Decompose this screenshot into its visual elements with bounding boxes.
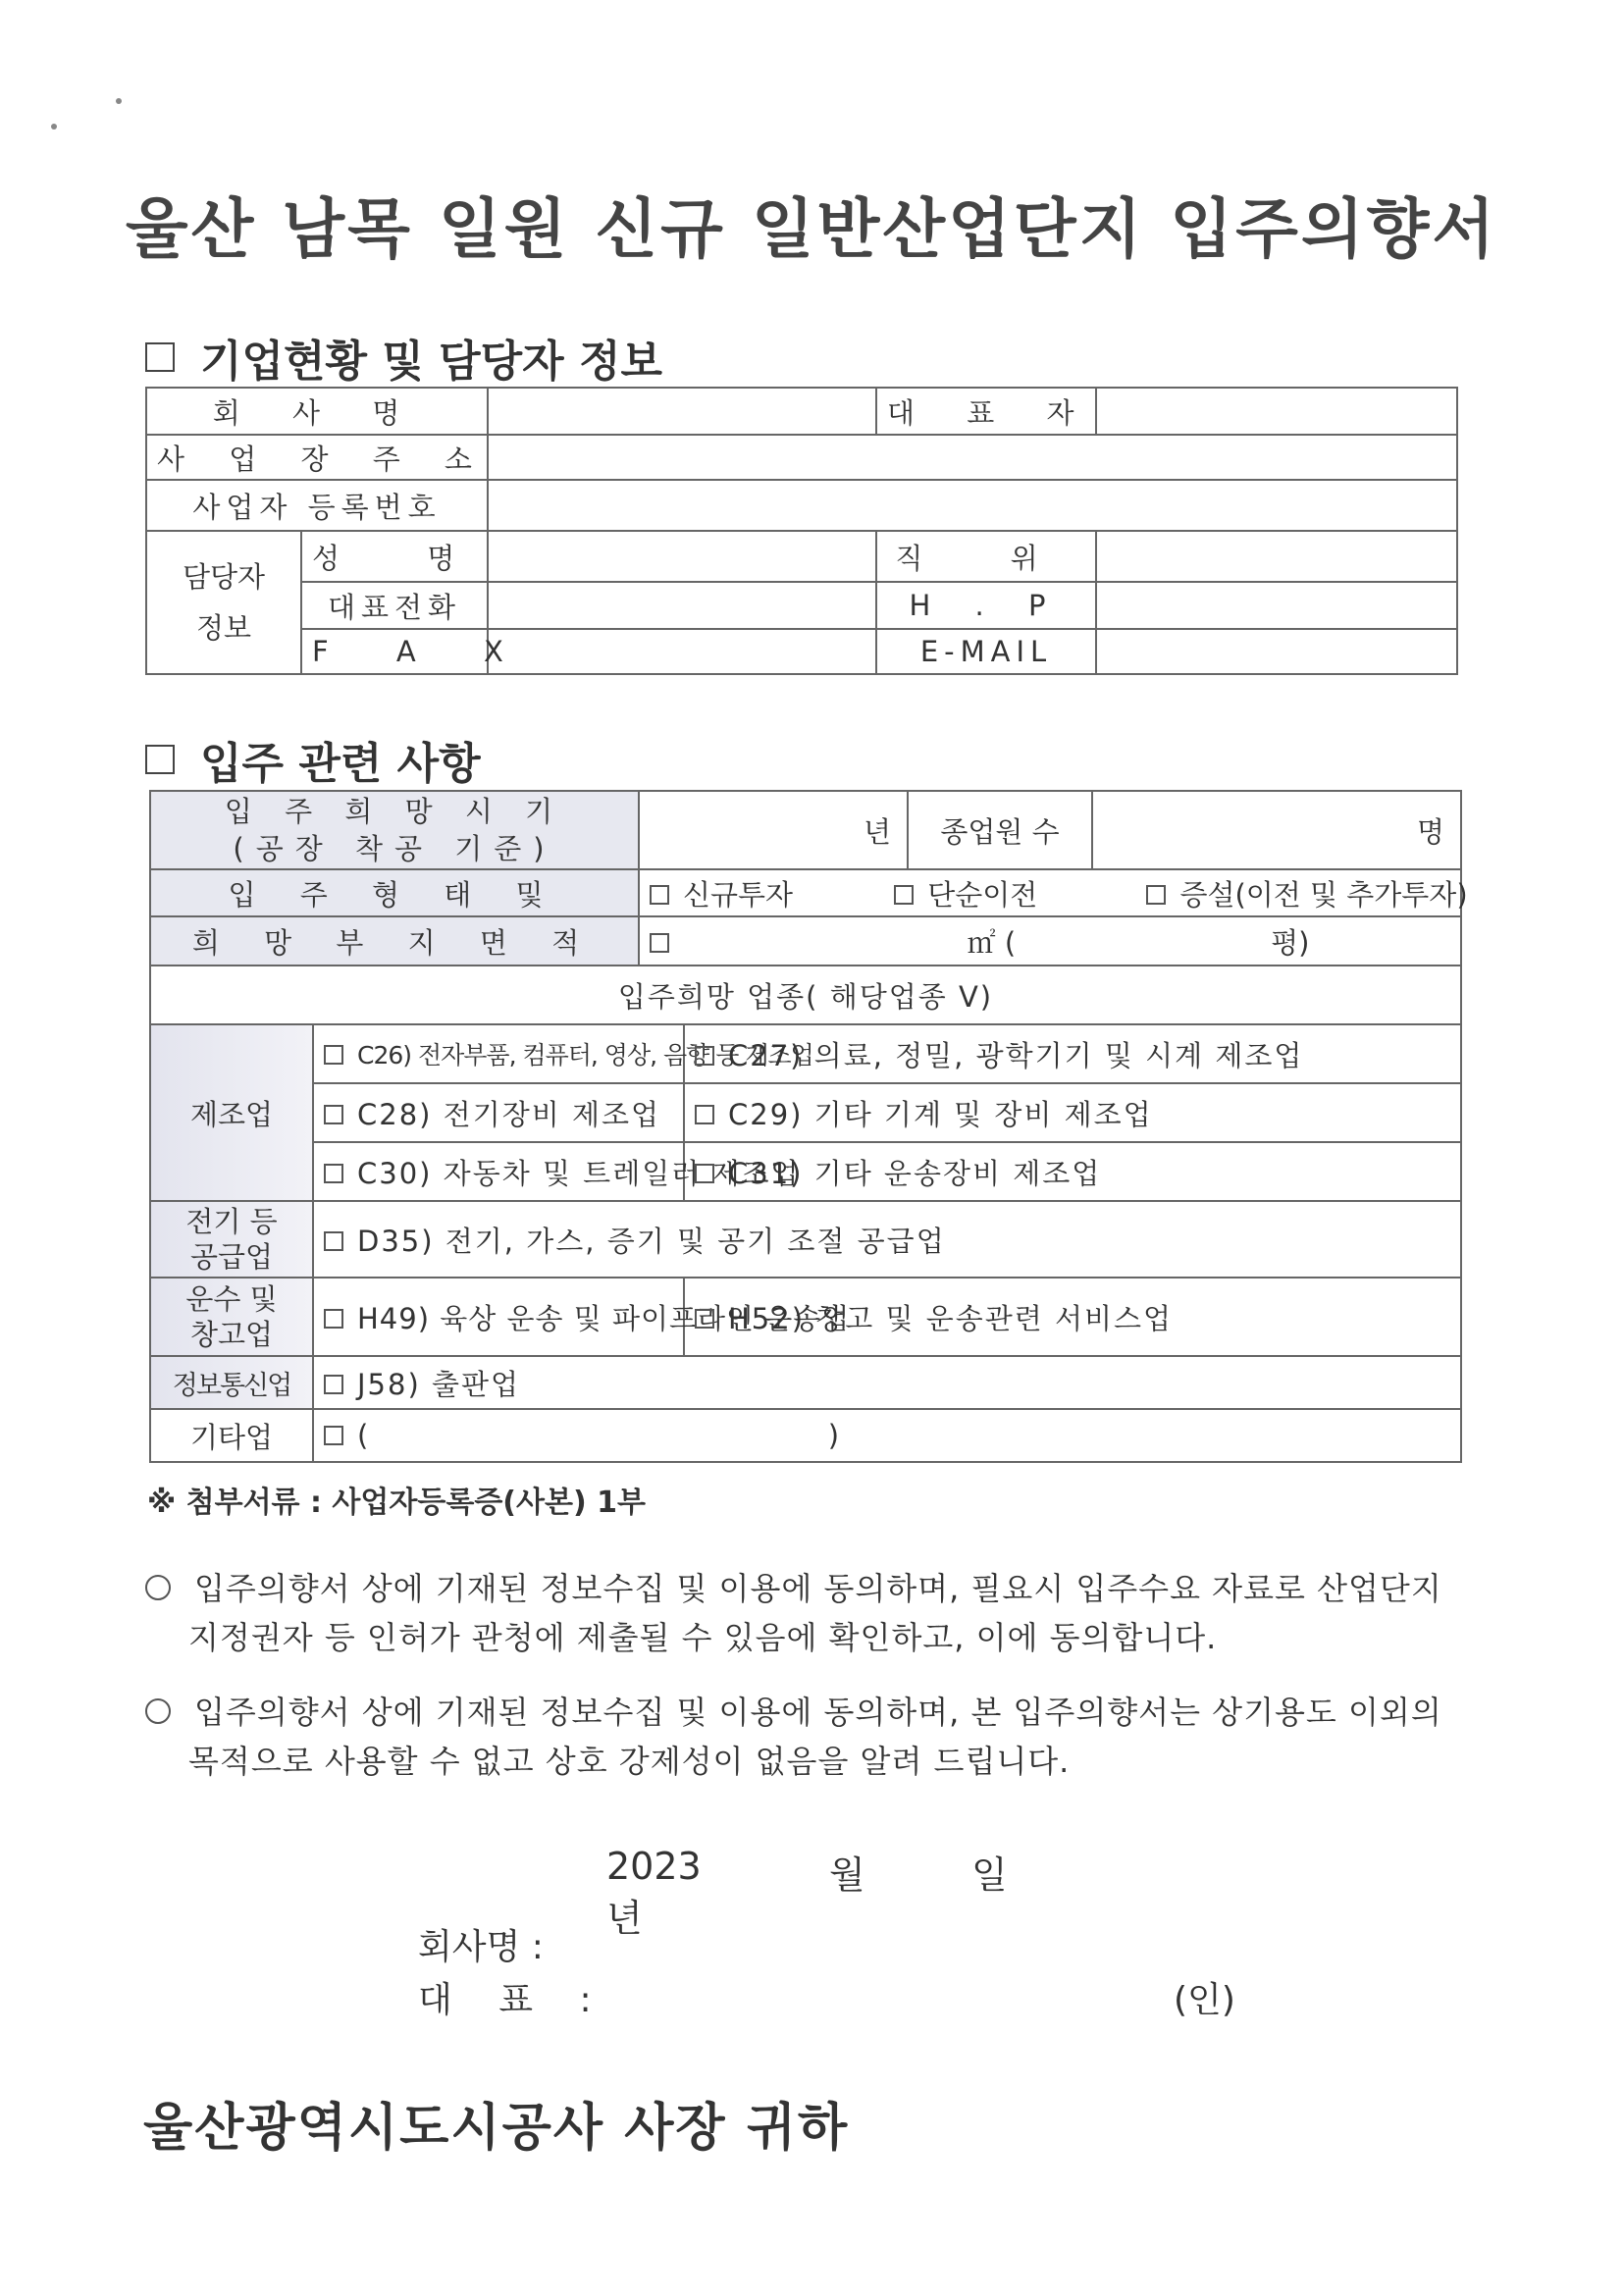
field-hp[interactable]: [1096, 582, 1457, 629]
move-in-table: [149, 790, 1468, 1463]
consent-2-line-1: [145, 1688, 1480, 1737]
scan-speck: [51, 124, 57, 130]
label-electric: 전기 등 공급업: [150, 1201, 313, 1278]
other-close: ): [827, 1419, 840, 1452]
industry-h49[interactable]: [313, 1278, 851, 1356]
date-month: 월: [829, 1853, 865, 1897]
field-position[interactable]: [1096, 531, 1457, 582]
field-move-in-year[interactable]: [639, 791, 908, 869]
document-title: 울산 남목 일원 신규 일반산업단지 입주의향서: [125, 191, 1498, 267]
checkbox-icon: [324, 1426, 343, 1445]
checkbox-icon: [695, 1164, 714, 1183]
consent-text: 입주의향서 상에 기재된 정보수집 및 이용에 동의하며, 필요시 입주수요 자료로 산업단지: [194, 1570, 1442, 1607]
label-biz-reg-no: 사업자 등록번호: [146, 480, 488, 531]
label-contact-name: 성 명: [301, 531, 488, 582]
consent-2: [145, 1688, 1480, 1786]
label-representative: 대 표 자: [876, 388, 1096, 435]
option-label: 증설(이전 및 추가투자): [1179, 877, 1468, 912]
section-heading-move-in: [145, 728, 481, 791]
industry-h52[interactable]: [684, 1278, 1461, 1356]
date-year: 2023년: [606, 1845, 702, 1940]
industry-label: C31) 기타 운송장비 제조업: [728, 1156, 1102, 1190]
label-transport: 운수 및 창고업: [150, 1278, 313, 1356]
industry-j58[interactable]: [313, 1356, 1461, 1409]
consent-1-line-1: [145, 1564, 1480, 1613]
option-label: 신규투자: [683, 877, 794, 912]
closing-addressee: 울산광역시도시공사 사장 귀하: [143, 2099, 850, 2158]
field-move-in-type: [639, 869, 1468, 916]
checkbox-icon: [695, 1309, 714, 1329]
checkbox-icon: [145, 342, 175, 372]
industry-c29[interactable]: [684, 1083, 1461, 1142]
industry-c26[interactable]: [313, 1024, 813, 1083]
industry-label: H49) 육상 운송 및 파이프라인 운송업: [357, 1301, 851, 1335]
circle-icon[interactable]: [145, 1575, 171, 1600]
checkbox-icon: [324, 1045, 343, 1065]
checkbox-icon: [324, 1309, 343, 1329]
industry-label: C27) 의료, 정밀, 광학기기 및 시계 제조업: [728, 1038, 1304, 1072]
area-m2-unit: ㎡ (: [967, 925, 1017, 960]
industry-d35[interactable]: [313, 1201, 1461, 1278]
checkbox-icon: [324, 1375, 343, 1394]
industry-other[interactable]: [313, 1409, 1461, 1462]
industry-label: C28) 전기장비 제조업: [357, 1097, 660, 1131]
seal-mark: (인): [1174, 1980, 1235, 2020]
company-info-table: [145, 387, 1458, 675]
section-heading-text: 입주 관련 사항: [200, 739, 481, 789]
label-employees: 종업원 수: [908, 791, 1092, 869]
industry-label: C26) 전자부품, 컴퓨터, 영상, 음향 등 제조업: [357, 1041, 813, 1070]
field-phone[interactable]: [488, 582, 876, 629]
label-position: 직 위: [876, 531, 1096, 582]
checkbox-icon: [324, 1231, 343, 1251]
option-expansion[interactable]: [1146, 878, 1467, 912]
field-address[interactable]: [488, 435, 1457, 480]
industry-label: D35) 전기, 가스, 증기 및 공기 조절 공급업: [357, 1224, 946, 1258]
field-employees[interactable]: [1092, 791, 1461, 869]
checkbox-icon: [695, 1046, 714, 1066]
label-phone: 대표전화: [301, 582, 488, 629]
field-representative[interactable]: [1096, 388, 1457, 435]
section-heading-company: [145, 326, 662, 389]
industry-header: 입주희망 업종( 해당업종 V): [150, 965, 1461, 1024]
checkbox-icon: [324, 1164, 343, 1183]
checkbox-icon: [650, 933, 669, 953]
industry-c30[interactable]: [313, 1142, 801, 1201]
person-unit: 명: [1416, 814, 1444, 849]
checkbox-icon: [1146, 885, 1166, 905]
area-pyeong-unit: 평): [1271, 925, 1310, 960]
label-address: 사 업 장 주 소: [146, 435, 488, 480]
field-area[interactable]: [639, 916, 1461, 965]
label-email: E-MAIL: [876, 629, 1096, 674]
field-fax[interactable]: [488, 629, 876, 674]
industry-c27[interactable]: [684, 1024, 1461, 1083]
option-relocation[interactable]: [894, 873, 1137, 913]
checkbox-icon: [894, 885, 914, 905]
other-open: (: [357, 1419, 369, 1452]
industry-c28[interactable]: [313, 1083, 684, 1142]
field-contact-name[interactable]: [488, 531, 876, 582]
sign-representative: 대 표 :: [418, 1980, 609, 2020]
label-fax: F A X: [301, 629, 488, 674]
field-email[interactable]: [1096, 629, 1457, 674]
section-heading-text: 기업현황 및 담당자 정보: [200, 337, 662, 387]
consent-2-line-2: 목적으로 사용할 수 없고 상호 강제성이 없음을 알려 드립니다.: [188, 1743, 1071, 1780]
label-info: 정보통신업: [150, 1356, 313, 1409]
label-hp: H . P: [876, 582, 1096, 629]
label-type: 입 주 형 태 및: [150, 869, 639, 916]
consent-1-line-2: 지정권자 등 인허가 관청에 제출될 수 있음에 확인하고, 이에 동의합니다.: [188, 1619, 1218, 1656]
sign-company: 회사명 :: [418, 1927, 544, 1967]
label-area: 희 망 부 지 면 적: [150, 916, 639, 965]
date-day: 일: [971, 1853, 1008, 1897]
consent-1: [145, 1564, 1480, 1662]
option-label: 단순이전: [927, 877, 1038, 912]
industry-label: J58) 출판업: [357, 1367, 521, 1401]
label-contact-group: 담당자 정보: [146, 531, 301, 674]
label-company-name: 회 사 명: [146, 388, 488, 435]
consent-text: 입주의향서 상에 기재된 정보수집 및 이용에 동의하며, 본 입주의향서는 상기용도 이외의: [194, 1694, 1442, 1731]
field-biz-reg-no[interactable]: [488, 480, 1457, 531]
label-manufacturing: 제조업: [150, 1024, 313, 1201]
industry-label: H52) 창고 및 운송관련 서비스업: [728, 1301, 1174, 1335]
industry-c31[interactable]: [684, 1142, 1461, 1201]
label-other: 기타업: [150, 1409, 313, 1462]
circle-icon[interactable]: [145, 1698, 171, 1724]
checkbox-icon: [145, 745, 175, 774]
scan-speck: [116, 98, 122, 104]
label-move-in-time: 입 주 희 망 시 기 (공장 착공 기준): [150, 791, 639, 869]
checkbox-icon: [695, 1105, 714, 1124]
field-company-name[interactable]: [488, 388, 876, 435]
industry-label: C30) 자동차 및 트레일러 제조업: [357, 1156, 801, 1190]
checkbox-icon: [650, 885, 669, 905]
industry-label: C29) 기타 기계 및 장비 제조업: [728, 1097, 1153, 1131]
checkbox-icon: [324, 1105, 343, 1124]
attachment-note: ※ 첨부서류 : 사업자등록증(사본) 1부: [147, 1486, 646, 1520]
year-unit: 년: [863, 814, 891, 849]
option-new-investment[interactable]: [650, 873, 885, 913]
